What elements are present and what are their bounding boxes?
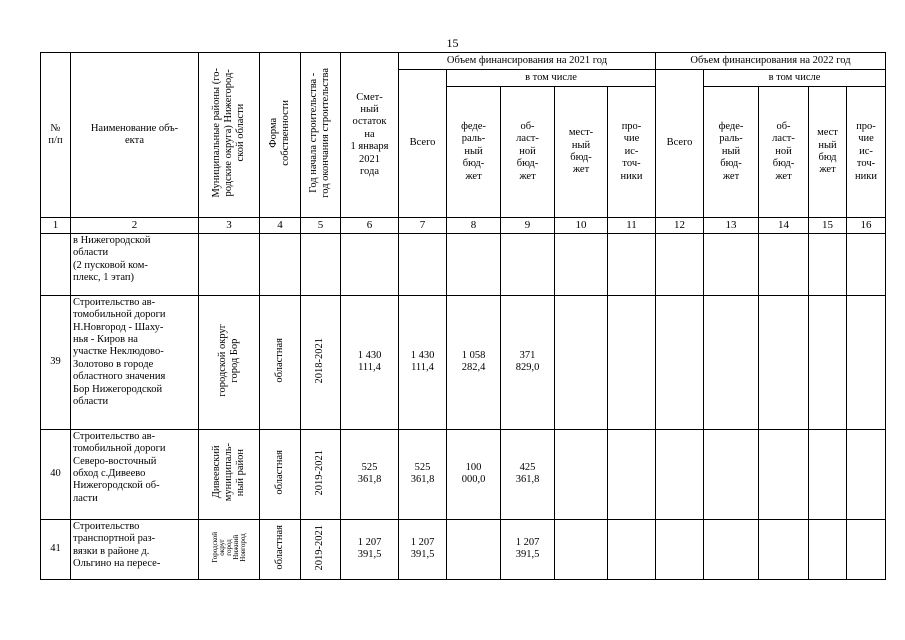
row-federal-2021 (447, 519, 501, 579)
header-incl-2022: в том числе (704, 70, 886, 87)
row-total-2021: 1 430 111,4 (399, 295, 447, 429)
row-other-2022 (847, 519, 886, 579)
row-years: 2019-2021 (301, 429, 341, 519)
row-federal-2022 (704, 429, 759, 519)
row-total-2022 (656, 429, 704, 519)
row-ownership: областная (260, 295, 301, 429)
header-fin-2021: Объем финансирования на 2021 год (399, 53, 656, 70)
header-municipality: Муниципальные районы (го- родские округа) Нижегород- ской области (199, 53, 260, 218)
header-other-2021: про- чие ис- точ- ники (608, 87, 656, 218)
row-municipality: Дивеевский муниципаль- ный район (199, 429, 260, 519)
row-regional-2021 (501, 233, 555, 295)
col-number: 10 (555, 218, 608, 234)
header-federal-2022: феде- раль- ный бюд- жет (704, 87, 759, 218)
header-local-2022: мест ный бюд жет (809, 87, 847, 218)
col-number: 2 (71, 218, 199, 234)
table-row (41, 233, 886, 295)
row-ownership (260, 233, 301, 295)
header-name: Наименование объ- екта (71, 53, 199, 218)
col-number: 14 (759, 218, 809, 234)
table-row (41, 519, 886, 579)
row-local-2021 (555, 429, 608, 519)
table-row (41, 429, 886, 519)
row-object-name: в Нижегородской области (2 пусковой ком- плекс, 1 этап) (71, 233, 199, 295)
row-num (41, 233, 71, 295)
row-regional-2022 (759, 233, 809, 295)
header-regional-2022: об- ласт- ной бюд- жет (759, 87, 809, 218)
row-regional-2021: 1 207 391,5 (501, 519, 555, 579)
row-local-2022 (809, 233, 847, 295)
row-local-2021 (555, 295, 608, 429)
row-local-2021 (555, 519, 608, 579)
row-balance: 1 207 391,5 (341, 519, 399, 579)
row-total-2021: 525 361,8 (399, 429, 447, 519)
row-object-name: Строительство ав- томобильной дороги Н.Новгород - Шаху- нья - Киров на участке Неклюдово- Золотово в городе областного значения Бор Нижегородской области (71, 295, 199, 429)
row-object-name: Строительство транспортной раз- вязки в районе д. Ольгино на пересе- (71, 519, 199, 579)
col-number: 16 (847, 218, 886, 234)
header-row-1 (41, 53, 886, 70)
header-num: № п/п (41, 53, 71, 218)
row-other-2021 (608, 295, 656, 429)
header-other-2022: про- чие ис- точ- ники (847, 87, 886, 218)
row-federal-2021: 1 058 282,4 (447, 295, 501, 429)
row-other-2022 (847, 295, 886, 429)
header-balance: Смет- ный остаток на 1 января 2021 года (341, 53, 399, 218)
row-total-2021 (399, 233, 447, 295)
row-municipality (199, 233, 260, 295)
row-federal-2022 (704, 233, 759, 295)
col-number: 15 (809, 218, 847, 234)
row-federal-2021 (447, 233, 501, 295)
row-local-2022 (809, 295, 847, 429)
row-years (301, 233, 341, 295)
row-ownership: областная (260, 429, 301, 519)
row-federal-2022 (704, 295, 759, 429)
col-number: 1 (41, 218, 71, 234)
header-years: Год начала строительства - год окончания строительства (301, 53, 341, 218)
row-other-2021 (608, 429, 656, 519)
col-number: 11 (608, 218, 656, 234)
table-row (41, 295, 886, 429)
row-balance: 525 361,8 (341, 429, 399, 519)
column-number-row (41, 218, 886, 234)
header-ownership: Форма собственности (260, 53, 301, 218)
page-number: 15 (446, 36, 459, 50)
row-local-2022 (809, 429, 847, 519)
header-federal-2021: феде- раль- ный бюд- жет (447, 87, 501, 218)
row-other-2022 (847, 429, 886, 519)
header-regional-2021: об- ласт- ной бюд- жет (501, 87, 555, 218)
header-total-2022: Всего (656, 70, 704, 218)
col-number: 6 (341, 218, 399, 234)
col-number: 12 (656, 218, 704, 234)
row-federal-2021: 100 000,0 (447, 429, 501, 519)
col-number: 7 (399, 218, 447, 234)
row-num: 39 (41, 295, 71, 429)
col-number: 13 (704, 218, 759, 234)
financing-table (40, 52, 886, 580)
col-number: 5 (301, 218, 341, 234)
row-regional-2022 (759, 295, 809, 429)
row-other-2022 (847, 233, 886, 295)
col-number: 4 (260, 218, 301, 234)
row-years: 2018-2021 (301, 295, 341, 429)
row-total-2021: 1 207 391,5 (399, 519, 447, 579)
row-total-2022 (656, 519, 704, 579)
row-municipality: городской округ город Бор (199, 295, 260, 429)
row-municipality: Городской округ город Нижний Новгород (199, 519, 260, 579)
row-years: 2019-2021 (301, 519, 341, 579)
row-object-name: Строительство ав- томобильной дороги Северо-восточный обход с.Дивеево Нижегородской об- ласти (71, 429, 199, 519)
row-other-2021 (608, 519, 656, 579)
row-federal-2022 (704, 519, 759, 579)
row-balance: 1 430 111,4 (341, 295, 399, 429)
header-total-2021: Всего (399, 70, 447, 218)
row-regional-2022 (759, 519, 809, 579)
header-incl-2021: в том числе (447, 70, 656, 87)
col-number: 3 (199, 218, 260, 234)
row-local-2021 (555, 233, 608, 295)
row-regional-2021: 371 829,0 (501, 295, 555, 429)
row-num: 41 (41, 519, 71, 579)
col-number: 8 (447, 218, 501, 234)
row-total-2022 (656, 295, 704, 429)
row-ownership: областная (260, 519, 301, 579)
row-regional-2021: 425 361,8 (501, 429, 555, 519)
header-fin-2022: Объем финансирования на 2022 год (656, 53, 886, 70)
row-regional-2022 (759, 429, 809, 519)
row-num: 40 (41, 429, 71, 519)
row-total-2022 (656, 233, 704, 295)
col-number: 9 (501, 218, 555, 234)
row-balance (341, 233, 399, 295)
row-other-2021 (608, 233, 656, 295)
row-local-2022 (809, 519, 847, 579)
header-local-2021: мест- ный бюд- жет (555, 87, 608, 218)
